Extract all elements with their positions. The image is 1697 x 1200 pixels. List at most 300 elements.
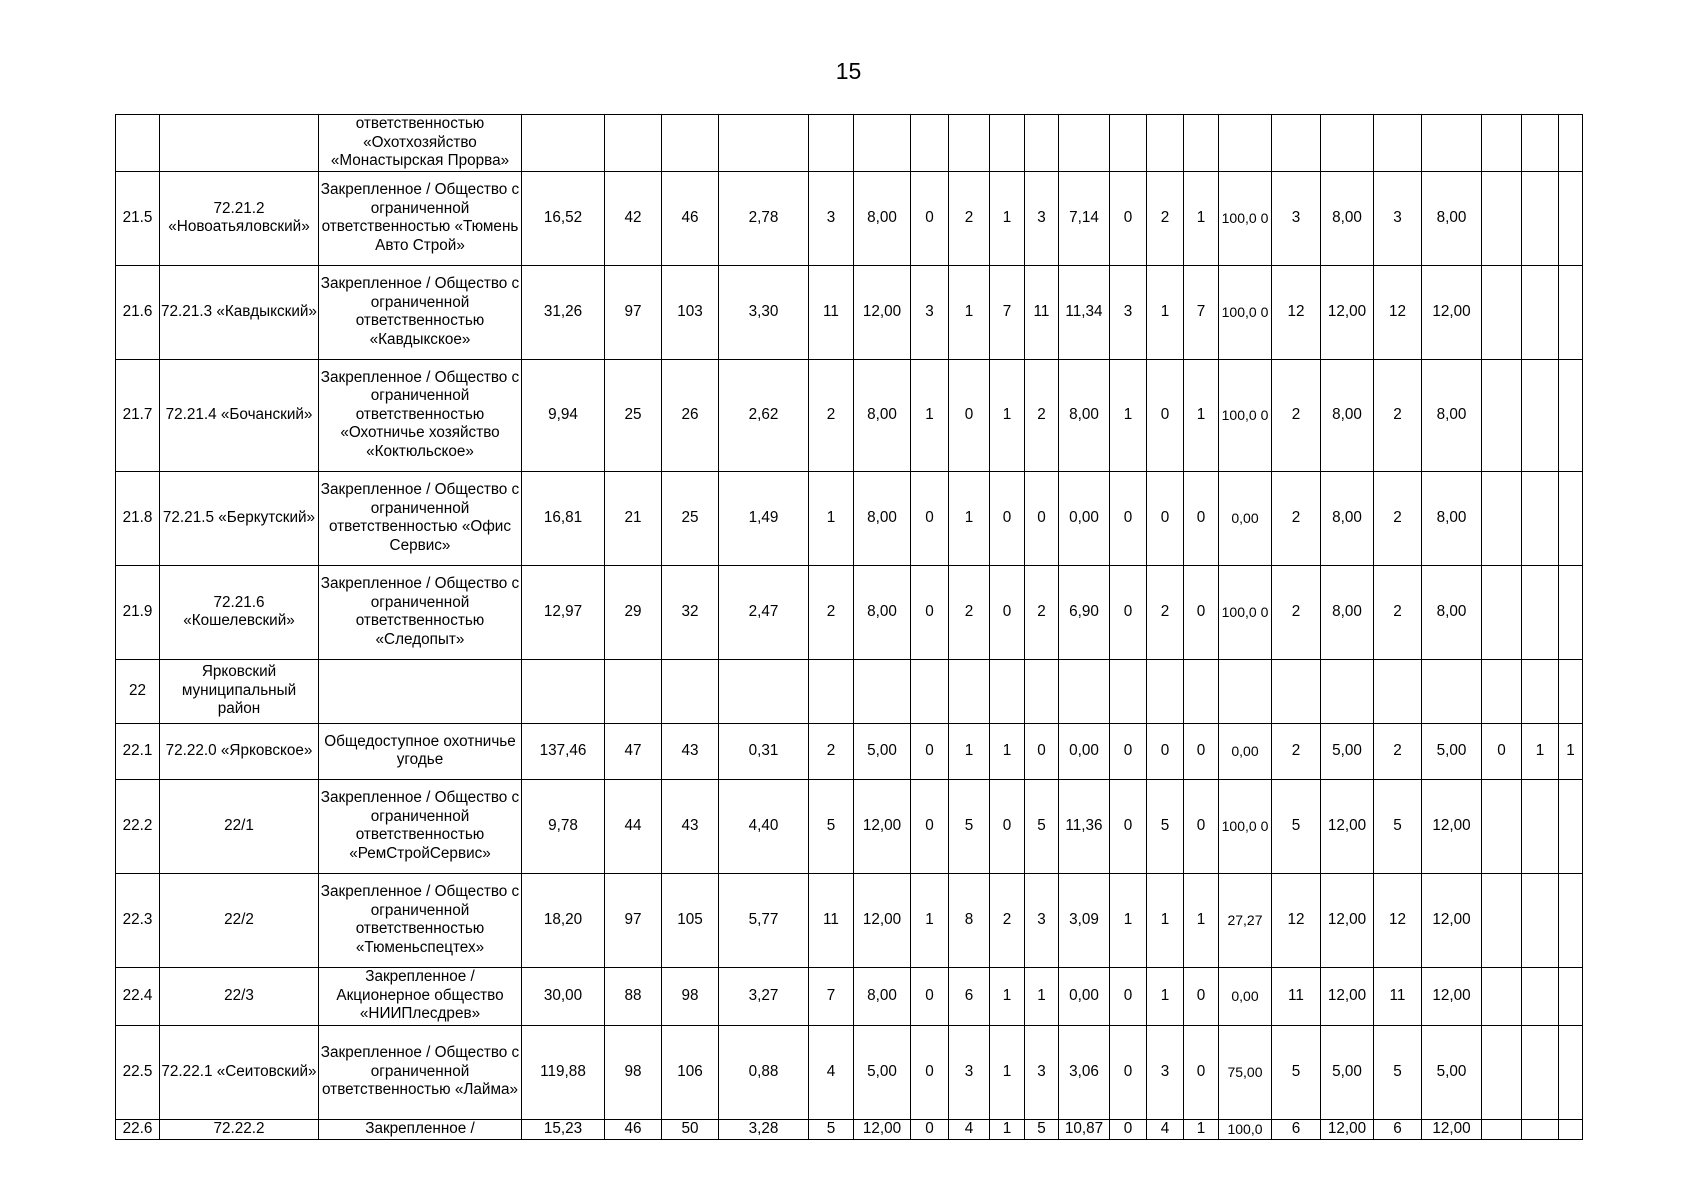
value-cell: 7 <box>1184 265 1219 359</box>
value-cell: 105 <box>662 873 719 967</box>
table-row <box>116 171 1583 265</box>
value-cell <box>1559 1025 1583 1119</box>
value-cell: 1 <box>809 471 854 565</box>
value-cell: 5 <box>1272 1025 1321 1119</box>
value-cell <box>1559 359 1583 471</box>
value-cell: 0 <box>1110 1119 1147 1139</box>
value-cell: 12,00 <box>1321 967 1374 1025</box>
value-cell <box>1559 873 1583 967</box>
value-cell: 12,00 <box>1321 779 1374 873</box>
hunting-ground-name-cell: 72.21.2 «Новоатьяловский» <box>160 171 319 265</box>
value-cell: 7 <box>809 967 854 1025</box>
value-cell: 2 <box>809 565 854 659</box>
hunting-ground-name-cell: 72.21.5 «Беркутский» <box>160 471 319 565</box>
value-cell: 0 <box>911 171 949 265</box>
table-row <box>116 723 1583 779</box>
row-number-cell: 21.9 <box>116 565 160 659</box>
value-cell: 11 <box>809 873 854 967</box>
value-cell: 2 <box>1147 171 1184 265</box>
value-cell: 0 <box>1110 967 1147 1025</box>
value-cell: 5 <box>1025 779 1059 873</box>
value-cell: 8,00 <box>854 471 911 565</box>
value-cell: 0 <box>1184 471 1219 565</box>
value-cell: 1 <box>1147 265 1184 359</box>
ground-category-owner-cell: Закрепленное / Общество с ограниченной ответственностью «Офис Сервис» <box>319 471 522 565</box>
value-cell: 12,00 <box>1422 967 1482 1025</box>
ground-category-owner-cell: Закрепленное / Общество с ограниченной ответственностью «Лайма» <box>319 1025 522 1119</box>
value-cell: 2 <box>1147 565 1184 659</box>
value-cell: 11,34 <box>1059 265 1110 359</box>
value-cell: 9,94 <box>522 359 605 471</box>
value-cell <box>605 659 662 723</box>
value-cell: 21 <box>605 471 662 565</box>
value-cell <box>1059 659 1110 723</box>
value-cell: 3 <box>911 265 949 359</box>
value-cell: 0,00 <box>1219 723 1272 779</box>
value-cell: 8,00 <box>854 171 911 265</box>
ground-category-owner-cell: Закрепленное / Общество с ограниченной ответственностью «РемСтройСервис» <box>319 779 522 873</box>
value-cell <box>1110 115 1147 172</box>
value-cell: 4 <box>949 1119 990 1139</box>
value-cell <box>1482 171 1522 265</box>
value-cell <box>1559 265 1583 359</box>
value-cell: 12 <box>1272 265 1321 359</box>
value-cell: 2 <box>809 723 854 779</box>
value-cell: 50 <box>662 1119 719 1139</box>
value-cell: 0 <box>911 1119 949 1139</box>
value-cell: 5,00 <box>1321 723 1374 779</box>
value-cell <box>662 659 719 723</box>
value-cell <box>719 659 809 723</box>
value-cell <box>1219 115 1272 172</box>
value-cell <box>1522 659 1559 723</box>
value-cell <box>1559 1119 1583 1139</box>
row-number-cell: 22.1 <box>116 723 160 779</box>
value-cell: 0 <box>911 1025 949 1119</box>
value-cell: 11,36 <box>1059 779 1110 873</box>
value-cell: 12,00 <box>854 873 911 967</box>
value-cell: 8,00 <box>1321 471 1374 565</box>
hunting-ground-name-cell: 72.21.6 «Кошелевский» <box>160 565 319 659</box>
value-cell: 12,00 <box>1422 873 1482 967</box>
value-cell: 1 <box>990 967 1025 1025</box>
ground-category-owner-cell: Закрепленное / Общество с ограниченной ответственностью «Кавдыкское» <box>319 265 522 359</box>
value-cell: 0 <box>1184 565 1219 659</box>
value-cell: 3 <box>809 171 854 265</box>
ground-category-owner-cell: ответственностью «Охотхозяйство «Монастырская Прорва» <box>319 115 522 172</box>
ground-category-owner-cell: Закрепленное / Акционерное общество «НИИПлесдрев» <box>319 967 522 1025</box>
value-cell: 0 <box>1110 723 1147 779</box>
value-cell: 100,0 0 <box>1219 565 1272 659</box>
value-cell <box>1482 359 1522 471</box>
value-cell: 2 <box>1025 359 1059 471</box>
value-cell: 42 <box>605 171 662 265</box>
value-cell <box>1025 659 1059 723</box>
value-cell <box>1110 659 1147 723</box>
ground-category-owner-cell: Закрепленное / Общество с ограниченной ответственностью «Тюменьспецтех» <box>319 873 522 967</box>
value-cell: 5 <box>1374 1025 1422 1119</box>
value-cell: 7,14 <box>1059 171 1110 265</box>
value-cell: 8,00 <box>1059 359 1110 471</box>
value-cell: 100,0 0 <box>1219 779 1272 873</box>
value-cell <box>1522 471 1559 565</box>
value-cell: 2 <box>1272 359 1321 471</box>
row-number-cell: 22.4 <box>116 967 160 1025</box>
value-cell <box>1522 565 1559 659</box>
value-cell <box>1522 359 1559 471</box>
value-cell: 25 <box>605 359 662 471</box>
value-cell <box>662 115 719 172</box>
value-cell <box>1522 171 1559 265</box>
value-cell <box>1482 967 1522 1025</box>
value-cell <box>1482 471 1522 565</box>
ground-category-owner-cell <box>319 659 522 723</box>
value-cell: 8,00 <box>1422 471 1482 565</box>
row-number-cell <box>116 115 160 172</box>
value-cell: 16,81 <box>522 471 605 565</box>
value-cell: 0 <box>1110 171 1147 265</box>
ground-category-owner-cell: Закрепленное / <box>319 1119 522 1139</box>
value-cell <box>1482 115 1522 172</box>
value-cell: 3 <box>949 1025 990 1119</box>
value-cell: 11 <box>809 265 854 359</box>
value-cell: 11 <box>1272 967 1321 1025</box>
value-cell: 3 <box>1147 1025 1184 1119</box>
value-cell: 0 <box>911 779 949 873</box>
value-cell: 25 <box>662 471 719 565</box>
table-row <box>116 967 1583 1025</box>
value-cell: 1 <box>911 873 949 967</box>
value-cell: 2,62 <box>719 359 809 471</box>
value-cell: 8,00 <box>854 967 911 1025</box>
value-cell: 100,0 0 <box>1219 265 1272 359</box>
value-cell <box>949 659 990 723</box>
value-cell: 8,00 <box>1422 359 1482 471</box>
value-cell <box>1184 659 1219 723</box>
value-cell: 0,00 <box>1219 471 1272 565</box>
value-cell <box>1321 115 1374 172</box>
row-number-cell: 22.2 <box>116 779 160 873</box>
hunting-ground-name-cell: 72.21.4 «Бочанский» <box>160 359 319 471</box>
value-cell: 0 <box>1147 359 1184 471</box>
value-cell <box>1559 115 1583 172</box>
table-row <box>116 1119 1583 1139</box>
value-cell: 0 <box>990 565 1025 659</box>
value-cell: 2 <box>1272 565 1321 659</box>
value-cell <box>990 115 1025 172</box>
ground-category-owner-cell: Общедоступное охотничье угодье <box>319 723 522 779</box>
value-cell: 1 <box>911 359 949 471</box>
value-cell <box>522 115 605 172</box>
value-cell: 0 <box>1110 1025 1147 1119</box>
value-cell: 30,00 <box>522 967 605 1025</box>
value-cell <box>1559 779 1583 873</box>
value-cell <box>1522 265 1559 359</box>
value-cell: 0 <box>1184 779 1219 873</box>
value-cell: 1 <box>1110 359 1147 471</box>
value-cell: 1 <box>990 171 1025 265</box>
hunting-ground-name-cell: 22/3 <box>160 967 319 1025</box>
value-cell: 5 <box>1025 1119 1059 1139</box>
value-cell: 119,88 <box>522 1025 605 1119</box>
value-cell: 0 <box>1147 723 1184 779</box>
value-cell: 8,00 <box>1422 565 1482 659</box>
value-cell: 5 <box>1147 779 1184 873</box>
value-cell: 1 <box>990 359 1025 471</box>
value-cell: 0 <box>1110 779 1147 873</box>
value-cell: 46 <box>605 1119 662 1139</box>
value-cell: 9,78 <box>522 779 605 873</box>
value-cell: 12 <box>1272 873 1321 967</box>
value-cell: 97 <box>605 873 662 967</box>
value-cell: 18,20 <box>522 873 605 967</box>
value-cell: 12,00 <box>1422 779 1482 873</box>
table-row <box>116 471 1583 565</box>
value-cell <box>1422 659 1482 723</box>
ground-category-owner-cell: Закрепленное / Общество с ограниченной ответственностью «Охотничье хозяйство «Коктюльское» <box>319 359 522 471</box>
value-cell: 8,00 <box>1321 565 1374 659</box>
value-cell: 0 <box>1025 723 1059 779</box>
value-cell: 3,28 <box>719 1119 809 1139</box>
row-number-cell: 21.5 <box>116 171 160 265</box>
value-cell <box>911 115 949 172</box>
value-cell: 7 <box>990 265 1025 359</box>
value-cell <box>1184 115 1219 172</box>
value-cell <box>1522 779 1559 873</box>
value-cell: 1 <box>1184 873 1219 967</box>
value-cell: 1 <box>1184 1119 1219 1139</box>
value-cell: 106 <box>662 1025 719 1119</box>
table-row <box>116 873 1583 967</box>
value-cell: 12,00 <box>854 1119 911 1139</box>
value-cell <box>1522 115 1559 172</box>
value-cell <box>1482 1119 1522 1139</box>
value-cell: 2 <box>949 565 990 659</box>
value-cell: 1 <box>949 471 990 565</box>
value-cell: 5 <box>949 779 990 873</box>
row-number-cell: 22.3 <box>116 873 160 967</box>
value-cell: 5,00 <box>1422 723 1482 779</box>
value-cell: 2 <box>1374 359 1422 471</box>
value-cell: 5 <box>809 779 854 873</box>
value-cell <box>1559 471 1583 565</box>
value-cell <box>1559 171 1583 265</box>
value-cell <box>1482 779 1522 873</box>
table-row <box>116 265 1583 359</box>
value-cell: 12 <box>1374 265 1422 359</box>
value-cell: 43 <box>662 779 719 873</box>
value-cell: 1 <box>990 723 1025 779</box>
value-cell <box>1059 115 1110 172</box>
value-cell: 2,47 <box>719 565 809 659</box>
value-cell: 2 <box>949 171 990 265</box>
value-cell <box>1482 265 1522 359</box>
value-cell: 43 <box>662 723 719 779</box>
value-cell: 15,23 <box>522 1119 605 1139</box>
value-cell: 3 <box>1025 1025 1059 1119</box>
hunting-ground-name-cell: 72.22.1 «Сеитовский» <box>160 1025 319 1119</box>
table-row <box>116 779 1583 873</box>
value-cell: 5,00 <box>1321 1025 1374 1119</box>
value-cell: 0 <box>1110 565 1147 659</box>
row-number-cell: 22.6 <box>116 1119 160 1139</box>
hunting-ground-name-cell: 72.21.3 «Кавдыкский» <box>160 265 319 359</box>
value-cell: 2 <box>1374 723 1422 779</box>
value-cell <box>1025 115 1059 172</box>
value-cell: 2 <box>990 873 1025 967</box>
value-cell: 5,00 <box>854 723 911 779</box>
value-cell: 11 <box>1374 967 1422 1025</box>
value-cell <box>1482 565 1522 659</box>
row-number-cell: 21.7 <box>116 359 160 471</box>
value-cell: 0,88 <box>719 1025 809 1119</box>
value-cell: 98 <box>662 967 719 1025</box>
value-cell <box>1219 659 1272 723</box>
value-cell: 75,00 <box>1219 1025 1272 1119</box>
value-cell: 0 <box>1184 1025 1219 1119</box>
value-cell: 1 <box>1147 967 1184 1025</box>
value-cell: 11 <box>1025 265 1059 359</box>
value-cell: 0 <box>911 471 949 565</box>
value-cell: 2,78 <box>719 171 809 265</box>
value-cell <box>522 659 605 723</box>
value-cell: 5,00 <box>854 1025 911 1119</box>
value-cell <box>809 659 854 723</box>
value-cell: 3 <box>1272 171 1321 265</box>
value-cell: 0 <box>1025 471 1059 565</box>
table-row <box>116 565 1583 659</box>
value-cell: 0 <box>1184 723 1219 779</box>
value-cell: 8,00 <box>1321 359 1374 471</box>
value-cell <box>1559 565 1583 659</box>
hunting-ground-name-cell: 22/1 <box>160 779 319 873</box>
value-cell: 3,06 <box>1059 1025 1110 1119</box>
hunting-ground-name-cell: 72.22.2 <box>160 1119 319 1139</box>
value-cell: 3 <box>1025 171 1059 265</box>
ground-category-owner-cell: Закрепленное / Общество с ограниченной ответственностью «Тюмень Авто Строй» <box>319 171 522 265</box>
value-cell <box>605 115 662 172</box>
value-cell: 12,00 <box>1422 265 1482 359</box>
value-cell: 2 <box>1374 565 1422 659</box>
value-cell: 0 <box>990 779 1025 873</box>
value-cell <box>719 115 809 172</box>
value-cell: 16,52 <box>522 171 605 265</box>
value-cell: 3 <box>1025 873 1059 967</box>
hunting-ground-name-cell: 72.22.0 «Ярковское» <box>160 723 319 779</box>
value-cell: 98 <box>605 1025 662 1119</box>
value-cell: 4 <box>809 1025 854 1119</box>
value-cell: 5,00 <box>1422 1025 1482 1119</box>
value-cell: 6 <box>1272 1119 1321 1139</box>
value-cell: 4 <box>1147 1119 1184 1139</box>
row-number-cell: 21.6 <box>116 265 160 359</box>
value-cell: 6,90 <box>1059 565 1110 659</box>
value-cell: 0 <box>1110 471 1147 565</box>
value-cell: 32 <box>662 565 719 659</box>
value-cell: 0 <box>1482 723 1522 779</box>
row-number-cell: 22 <box>116 659 160 723</box>
ground-category-owner-cell: Закрепленное / Общество с ограниченной ответственностью «Следопыт» <box>319 565 522 659</box>
value-cell: 1 <box>1184 171 1219 265</box>
value-cell: 100,0 0 <box>1219 359 1272 471</box>
value-cell: 100,0 <box>1219 1119 1272 1139</box>
row-number-cell: 22.5 <box>116 1025 160 1119</box>
value-cell <box>1522 873 1559 967</box>
value-cell: 1 <box>1147 873 1184 967</box>
value-cell: 6 <box>949 967 990 1025</box>
value-cell: 5 <box>1272 779 1321 873</box>
value-cell: 3 <box>1110 265 1147 359</box>
value-cell: 2 <box>1272 723 1321 779</box>
value-cell: 1 <box>1522 723 1559 779</box>
value-cell: 0,00 <box>1059 723 1110 779</box>
value-cell <box>1559 659 1583 723</box>
page-number: 15 <box>835 58 862 84</box>
value-cell: 1 <box>990 1119 1025 1139</box>
value-cell: 47 <box>605 723 662 779</box>
value-cell: 0,00 <box>1059 471 1110 565</box>
value-cell <box>1522 1119 1559 1139</box>
value-cell <box>1482 873 1522 967</box>
value-cell: 2 <box>1025 565 1059 659</box>
value-cell <box>1482 659 1522 723</box>
value-cell <box>809 115 854 172</box>
value-cell: 0 <box>911 723 949 779</box>
value-cell <box>854 115 911 172</box>
table-row <box>116 115 1583 172</box>
value-cell: 12,00 <box>854 779 911 873</box>
value-cell <box>1522 1025 1559 1119</box>
value-cell: 103 <box>662 265 719 359</box>
value-cell: 12,00 <box>1321 873 1374 967</box>
value-cell: 100,0 0 <box>1219 171 1272 265</box>
value-cell: 1 <box>1184 359 1219 471</box>
table-row <box>116 1025 1583 1119</box>
value-cell <box>911 659 949 723</box>
value-cell: 137,46 <box>522 723 605 779</box>
value-cell: 2 <box>1272 471 1321 565</box>
value-cell: 44 <box>605 779 662 873</box>
value-cell: 0,31 <box>719 723 809 779</box>
value-cell <box>1522 967 1559 1025</box>
value-cell: 0,00 <box>1219 967 1272 1025</box>
table-row <box>116 659 1583 723</box>
value-cell: 0 <box>949 359 990 471</box>
value-cell: 46 <box>662 171 719 265</box>
value-cell: 1 <box>949 723 990 779</box>
value-cell: 8,00 <box>854 359 911 471</box>
value-cell: 97 <box>605 265 662 359</box>
value-cell: 0,00 <box>1059 967 1110 1025</box>
value-cell: 8,00 <box>1321 171 1374 265</box>
hunting-ground-name-cell: Ярковский муниципальный район <box>160 659 319 723</box>
value-cell: 1,49 <box>719 471 809 565</box>
value-cell: 12 <box>1374 873 1422 967</box>
value-cell: 8 <box>949 873 990 967</box>
value-cell: 6 <box>1374 1119 1422 1139</box>
value-cell: 12,00 <box>1321 1119 1374 1139</box>
value-cell: 1 <box>1110 873 1147 967</box>
hunting-ground-name-cell <box>160 115 319 172</box>
value-cell: 5 <box>1374 779 1422 873</box>
value-cell <box>854 659 911 723</box>
value-cell: 3,30 <box>719 265 809 359</box>
value-cell: 5 <box>809 1119 854 1139</box>
value-cell: 2 <box>809 359 854 471</box>
value-cell: 4,40 <box>719 779 809 873</box>
value-cell: 12,00 <box>1321 265 1374 359</box>
value-cell: 8,00 <box>1422 171 1482 265</box>
